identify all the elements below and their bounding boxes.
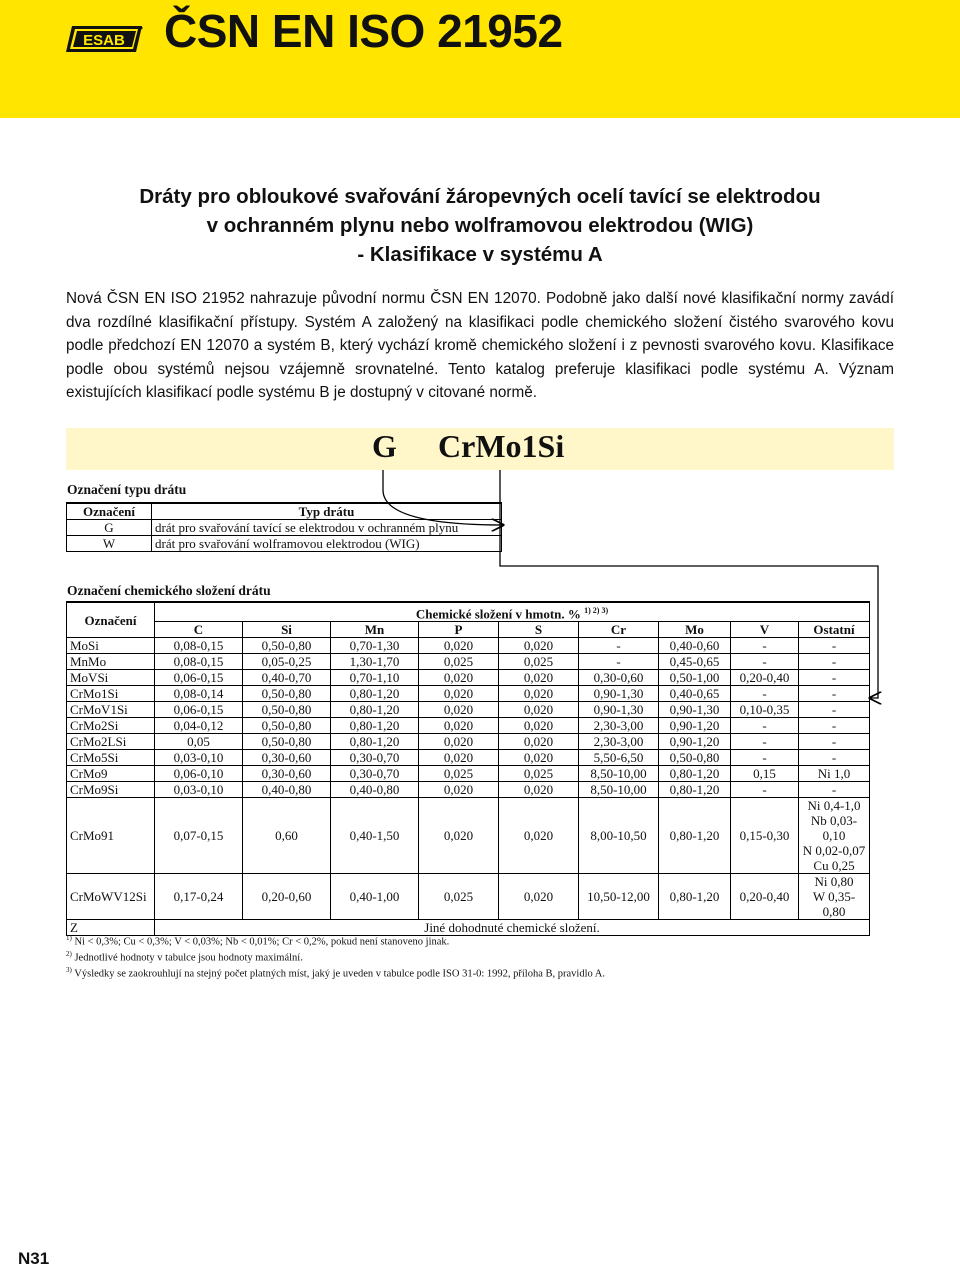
chem-col-code: Označení <box>67 602 155 638</box>
cell-v: 0,10-0,35 <box>731 702 799 718</box>
alloy-name: CrMo9Si <box>67 782 155 798</box>
cell-cr: 5,50-6,50 <box>579 750 659 766</box>
chem-table-body <box>67 638 870 936</box>
wire-type-col-type: Typ drátu <box>152 503 502 520</box>
cell-s: 0,020 <box>499 702 579 718</box>
cell-other: - <box>799 670 870 686</box>
cell-cr: 2,30-3,00 <box>579 718 659 734</box>
alloy-name: MnMo <box>67 654 155 670</box>
cell-other: Ni 1,0 <box>799 766 870 782</box>
cell-p: 0,025 <box>419 654 499 670</box>
cell-c: 0,17-0,24 <box>155 874 243 920</box>
cell-si: 0,30-0,60 <box>243 750 331 766</box>
table-row <box>67 874 870 920</box>
cell-si: 0,40-0,70 <box>243 670 331 686</box>
wire-desc: drát pro svařování tavící se elektrodou v ochranném plynu <box>152 520 502 536</box>
cell-mo: 0,50-1,00 <box>659 670 731 686</box>
table-row <box>67 734 870 750</box>
intro-paragraph: Nová ČSN EN ISO 21952 nahrazuje původní normu ČSN EN 12070. Podobně jako další nové klasifikační normy zavádí dva rozdílné klasifikační přístupy. Systém A založený na klasifikaci podle chemického složení čistého svarového kovu podle předchozí EN 12070 a systém B, který vychází kromě chemického složení i z pevnosti svarového kovu. Klasifikace podle obou systémů nejsou vzájemně srovnatelné. Tento katalog preferuje klasifikaci podle systému A. Význam existujících klasifikací podle systému B je dostupný v citované normě. <box>66 290 894 401</box>
cell-s: 0,020 <box>499 874 579 920</box>
cell-s: 0,020 <box>499 750 579 766</box>
wire-type-table <box>66 502 502 552</box>
col-mo: Mo <box>659 622 731 638</box>
cell-cr: 8,50-10,00 <box>579 766 659 782</box>
cell-c: 0,07-0,15 <box>155 798 243 874</box>
cell-other: - <box>799 718 870 734</box>
chem-group-header: Chemické složení v hmotn. % $^{1) 2) 3)}$ <box>155 602 870 622</box>
cell-mn: 0,70-1,30 <box>331 638 419 654</box>
cell-mn: 0,80-1,20 <box>331 702 419 718</box>
table-row <box>67 536 502 552</box>
chem-title: Označení chemického složení drátu <box>67 583 271 598</box>
table-row <box>67 702 870 718</box>
cell-other: - <box>799 734 870 750</box>
cell-p: 0,020 <box>419 782 499 798</box>
heading-line-1: Dráty pro obloukové svařování žáropevných ocelí tavící se elektrodou <box>139 185 821 208</box>
cell-c: 0,08-0,15 <box>155 638 243 654</box>
cell-mn: 0,70-1,10 <box>331 670 419 686</box>
cell-other: - <box>799 702 870 718</box>
cell-p: 0,025 <box>419 874 499 920</box>
table-row <box>67 750 870 766</box>
cell-p: 0,020 <box>419 638 499 654</box>
cell-v: 0,15 <box>731 766 799 782</box>
page-number: N31 <box>18 1249 50 1268</box>
col-mn: Mn <box>331 622 419 638</box>
cell-cr: 0,90-1,30 <box>579 702 659 718</box>
cell-v: - <box>731 782 799 798</box>
table-row <box>67 654 870 670</box>
logo-text: ESAB <box>83 32 125 49</box>
designation-code: CrMo1Si <box>438 428 565 464</box>
cell-mo: 0,50-0,80 <box>659 750 731 766</box>
table-row <box>67 686 870 702</box>
cell-other: Ni 0,4-1,0 Nb 0,03-0,10 N 0,02-0,07 Cu 0,25 <box>799 798 870 874</box>
cell-c: 0,06-0,15 <box>155 702 243 718</box>
alloy-name: MoVSi <box>67 670 155 686</box>
wire-code: G <box>67 520 152 536</box>
cell-c: 0,08-0,15 <box>155 654 243 670</box>
cell-c: 0,08-0,14 <box>155 686 243 702</box>
cell-mn: 0,30-0,70 <box>331 750 419 766</box>
cell-p: 0,020 <box>419 718 499 734</box>
cell-s: 0,020 <box>499 638 579 654</box>
cell-other: - <box>799 638 870 654</box>
col-other: Ostatní <box>799 622 870 638</box>
cell-cr: 0,90-1,30 <box>579 686 659 702</box>
cell-p: 0,020 <box>419 750 499 766</box>
col-p: P <box>419 622 499 638</box>
heading-line-2: v ochranném plynu nebo wolframovou elektrodou (WIG) <box>206 214 754 237</box>
cell-v: 0,15-0,30 <box>731 798 799 874</box>
cell-cr: - <box>579 654 659 670</box>
cell-si: 0,30-0,60 <box>243 766 331 782</box>
cell-c: 0,04-0,12 <box>155 718 243 734</box>
table-row <box>67 638 870 654</box>
cell-si: 0,50-0,80 <box>243 734 331 750</box>
designation-g: G <box>372 428 397 464</box>
cell-cr: 2,30-3,00 <box>579 734 659 750</box>
cell-mo: 0,80-1,20 <box>659 798 731 874</box>
cell-si: 0,50-0,80 <box>243 638 331 654</box>
col-v: V <box>731 622 799 638</box>
alloy-name: CrMo1Si <box>67 686 155 702</box>
cell-other: Ni 0,80 W 0,35-0,80 <box>799 874 870 920</box>
cell-p: 0,025 <box>419 766 499 782</box>
cell-mo: 0,90-1,20 <box>659 734 731 750</box>
cell-c: 0,05 <box>155 734 243 750</box>
cell-mo: 0,80-1,20 <box>659 874 731 920</box>
wire-type-col-code: Označení <box>67 503 152 520</box>
cell-v: - <box>731 734 799 750</box>
cell-si: 0,20-0,60 <box>243 874 331 920</box>
cell-mn: 1,30-1,70 <box>331 654 419 670</box>
cell-v: - <box>731 750 799 766</box>
cell-v: - <box>731 718 799 734</box>
cell-mn: 0,30-0,70 <box>331 766 419 782</box>
cell-other: - <box>799 782 870 798</box>
cell-mn: 0,40-1,00 <box>331 874 419 920</box>
table-row <box>67 670 870 686</box>
cell-s: 0,020 <box>499 734 579 750</box>
cell-cr: 8,00-10,50 <box>579 798 659 874</box>
col-s: S <box>499 622 579 638</box>
alloy-name: CrMo5Si <box>67 750 155 766</box>
cell-mn: 0,80-1,20 <box>331 686 419 702</box>
cell-si: 0,05-0,25 <box>243 654 331 670</box>
table-row <box>67 798 870 874</box>
cell-v: - <box>731 686 799 702</box>
alloy-name: MoSi <box>67 638 155 654</box>
cell-cr: - <box>579 638 659 654</box>
col-cr: Cr <box>579 622 659 638</box>
table-row <box>67 718 870 734</box>
cell-s: 0,025 <box>499 654 579 670</box>
alloy-name: CrMoWV12Si <box>67 874 155 920</box>
cell-s: 0,020 <box>499 782 579 798</box>
cell-p: 0,020 <box>419 798 499 874</box>
cell-v: 0,20-0,40 <box>731 874 799 920</box>
cell-mo: 0,40-0,60 <box>659 638 731 654</box>
cell-v: - <box>731 654 799 670</box>
cell-si: 0,40-0,80 <box>243 782 331 798</box>
cell-mn: 0,40-1,50 <box>331 798 419 874</box>
col-si: Si <box>243 622 331 638</box>
cell-mo: 0,80-1,20 <box>659 766 731 782</box>
page-title: ČSN EN ISO 21952 <box>164 5 563 57</box>
cell-p: 0,020 <box>419 686 499 702</box>
cell-s: 0,020 <box>499 686 579 702</box>
cell-p: 0,020 <box>419 734 499 750</box>
alloy-name: CrMo2LSi <box>67 734 155 750</box>
cell-other: - <box>799 654 870 670</box>
footnote-2: $^{2)}$ Jednotlivé hodnoty v tabulce jsou hodnoty maximální. <box>66 950 303 964</box>
cell-c: 0,06-0,10 <box>155 766 243 782</box>
cell-mo: 0,90-1,30 <box>659 702 731 718</box>
cell-p: 0,020 <box>419 702 499 718</box>
cell-v: 0,20-0,40 <box>731 670 799 686</box>
cell-cr: 10,50-12,00 <box>579 874 659 920</box>
cell-s: 0,020 <box>499 718 579 734</box>
chem-table <box>66 601 870 936</box>
cell-s: 0,020 <box>499 670 579 686</box>
alloy-name: CrMoV1Si <box>67 702 155 718</box>
heading-line-3: - Klasifikace v systému A <box>357 243 603 266</box>
alloy-name: CrMo9 <box>67 766 155 782</box>
footnote-3: $^{3)}$ Výsledky se zaokrouhlují na stejný počet platných míst, jaký je uveden v tabulce podle ISO 31-0: 1992, příloha B, pravidlo A. <box>66 966 606 980</box>
alloy-name: CrMo91 <box>67 798 155 874</box>
cell-cr: 8,50-10,00 <box>579 782 659 798</box>
cell-c: 0,06-0,15 <box>155 670 243 686</box>
table-row <box>67 766 870 782</box>
wire-desc: drát pro svařování wolframovou elektrodou (WIG) <box>152 536 502 552</box>
cell-p: 0,020 <box>419 670 499 686</box>
z-row-text: Jiné dohodnuté chemické složení. <box>155 920 870 936</box>
cell-mo: 0,80-1,20 <box>659 782 731 798</box>
cell-c: 0,03-0,10 <box>155 782 243 798</box>
footnote-1: $^{1)}$ Ni < 0,3%; Cu < 0,3%; V < 0,03%; Nb < 0,01%; Cr < 0,2%, pokud není stanoveno jinak. <box>66 934 450 948</box>
cell-si: 0,60 <box>243 798 331 874</box>
cell-mo: 0,45-0,65 <box>659 654 731 670</box>
alloy-name: CrMo2Si <box>67 718 155 734</box>
wire-code: W <box>67 536 152 552</box>
cell-si: 0,50-0,80 <box>243 686 331 702</box>
cell-v: - <box>731 638 799 654</box>
cell-si: 0,50-0,80 <box>243 718 331 734</box>
col-c: C <box>155 622 243 638</box>
cell-other: - <box>799 750 870 766</box>
cell-mn: 0,80-1,20 <box>331 718 419 734</box>
cell-mn: 0,40-0,80 <box>331 782 419 798</box>
cell-s: 0,025 <box>499 766 579 782</box>
cell-si: 0,50-0,80 <box>243 702 331 718</box>
table-row <box>67 782 870 798</box>
cell-mn: 0,80-1,20 <box>331 734 419 750</box>
alloy-name: Z <box>67 920 155 936</box>
wire-type-title: Označení typu drátu <box>67 482 187 497</box>
cell-cr: 0,30-0,60 <box>579 670 659 686</box>
cell-mo: 0,90-1,20 <box>659 718 731 734</box>
cell-other: - <box>799 686 870 702</box>
table-row <box>67 520 502 536</box>
cell-s: 0,020 <box>499 798 579 874</box>
cell-c: 0,03-0,10 <box>155 750 243 766</box>
cell-mo: 0,40-0,65 <box>659 686 731 702</box>
